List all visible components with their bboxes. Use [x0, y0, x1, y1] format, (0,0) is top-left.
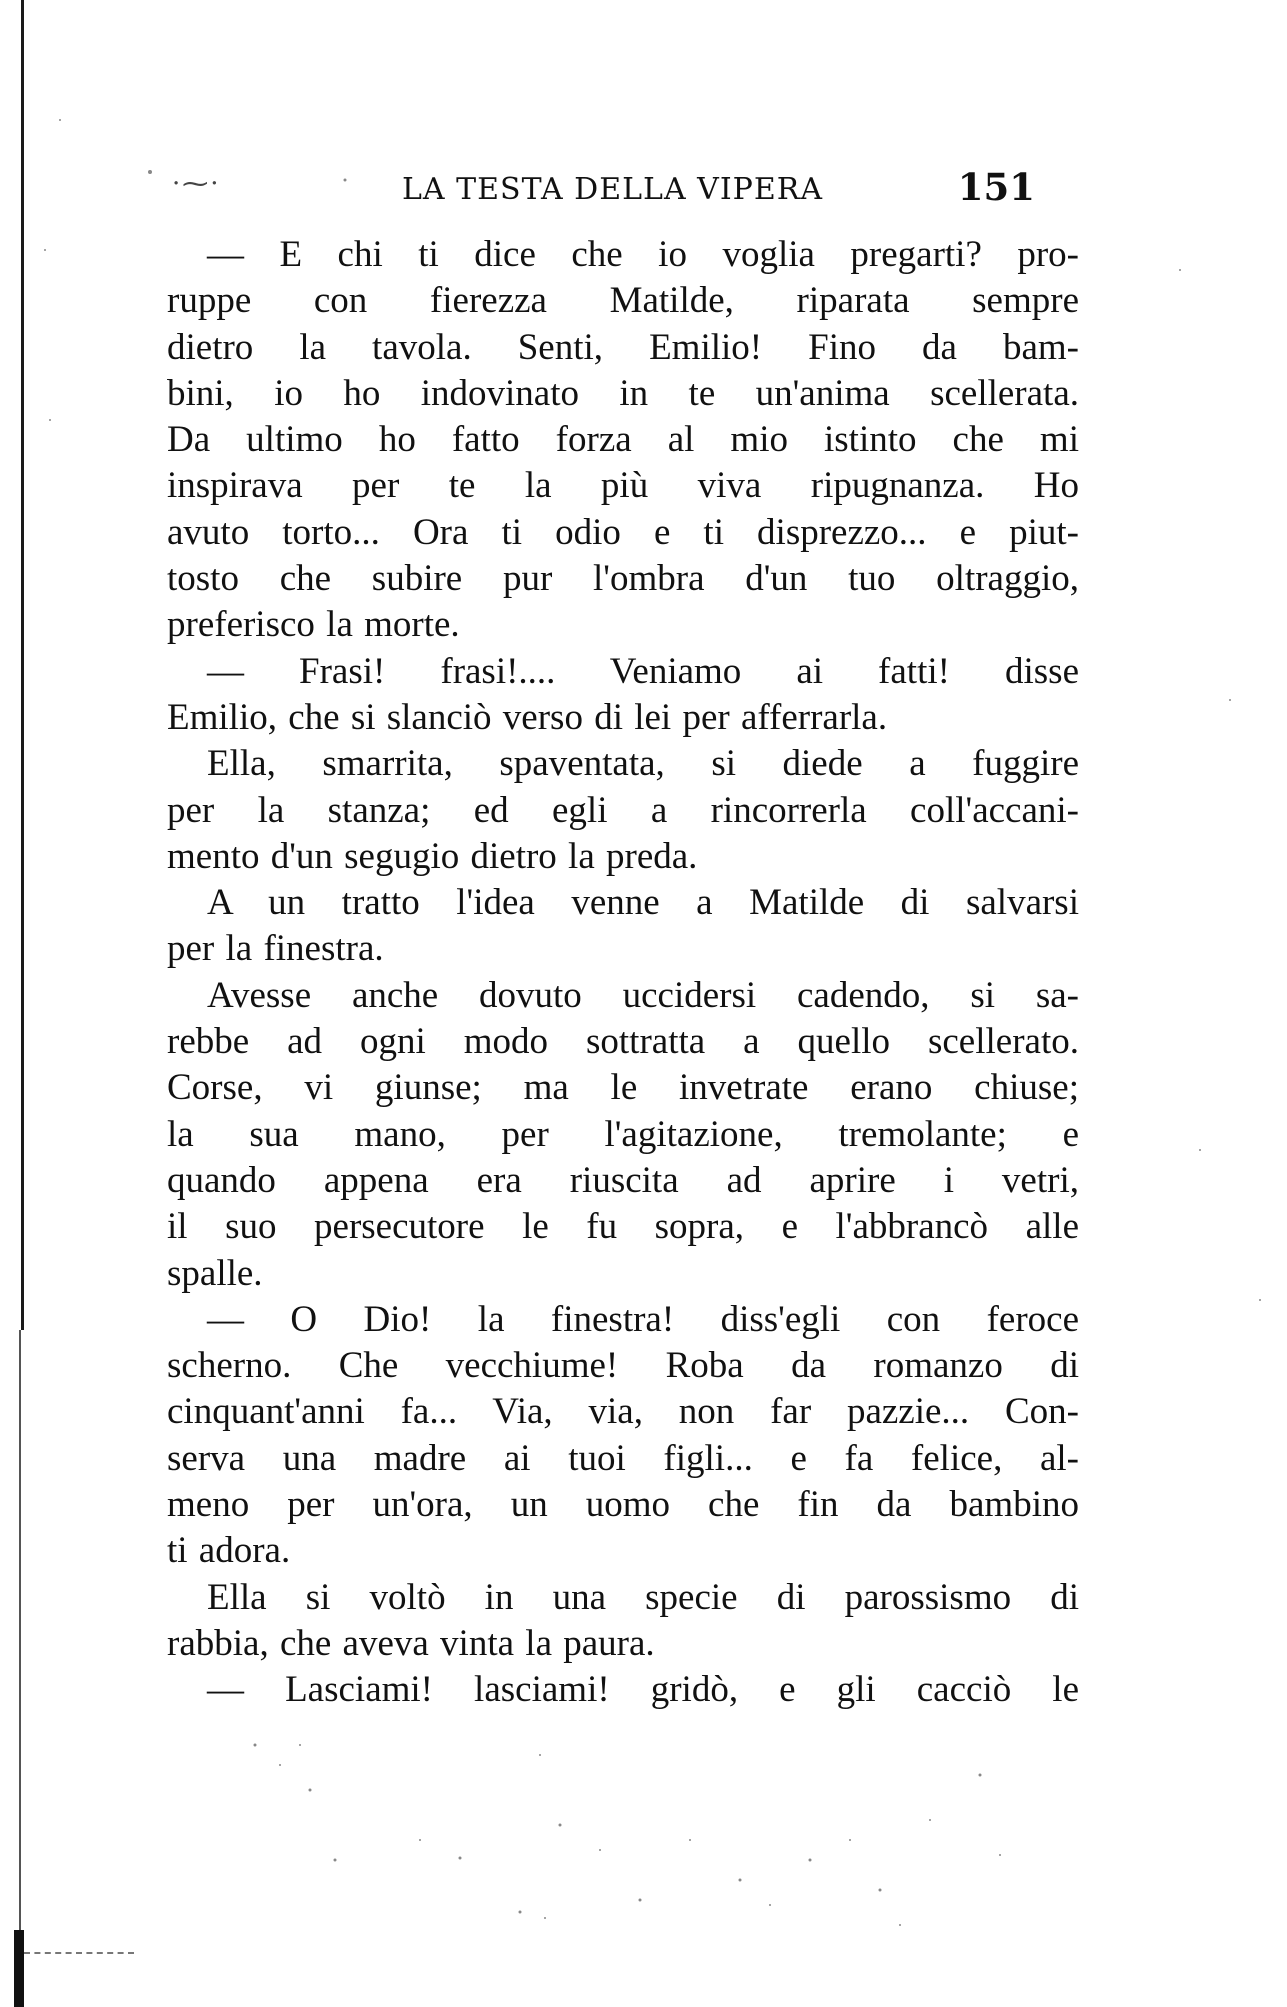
text-line: — Frasi! frasi!.... Veniamo ai fatti! disse: [207, 650, 1079, 692]
text-line: la sua mano, per l'agitazione, tremolante; e: [167, 1113, 1079, 1155]
header-ornament: ·⁓·: [172, 169, 221, 199]
text-line: Avesse anche dovuto uccidersi cadendo, si sa-: [207, 974, 1079, 1016]
text-line: Da ultimo ho fatto forza al mio istinto che mi: [167, 419, 1079, 461]
text-line: preferisco la morte.: [167, 604, 460, 646]
text-line: — E chi ti dice che io voglia pregarti? pro-: [207, 234, 1079, 275]
binding-edge-lower: [19, 1330, 21, 1950]
text-line: per la finestra.: [167, 928, 384, 970]
text-line: scherno. Che vecchiume! Roba da romanzo di: [167, 1345, 1079, 1387]
text-line: per la stanza; ed egli a rincorrerla coll'accani-: [167, 789, 1079, 831]
text-line: quando appena era riuscita ad aprire i vetri,: [167, 1159, 1079, 1201]
text-line: Ella, smarrita, spaventata, si diede a fuggire: [207, 743, 1079, 785]
running-title: LA TESTA DELLA VIPERA: [402, 172, 824, 207]
text-line: inspirava per te la più viva ripugnanza. Ho: [167, 465, 1079, 507]
text-line: cinquant'anni fa... Via, via, non far pazzie... Con-: [167, 1391, 1079, 1433]
text-line: mento d'un segugio dietro la preda.: [167, 835, 698, 877]
binding-notch: [14, 1930, 24, 2007]
text-line: rebbe ad ogni modo sottratta a quello scellerato.: [167, 1021, 1079, 1063]
text-line: il suo persecutore le fu sopra, e l'abbrancò alle: [167, 1206, 1079, 1248]
page-number: 151: [957, 165, 1035, 209]
text-line: ti adora.: [167, 1530, 291, 1572]
text-line: Emilio, che si slanciò verso di lei per afferrarla.: [167, 696, 888, 738]
text-line: A un tratto l'idea venne a Matilde di salvarsi: [207, 882, 1079, 924]
body-text: [167, 232, 1079, 1714]
text-line: serva una madre ai tuoi figli... e fa felice, al-: [167, 1437, 1079, 1479]
text-line: Corse, vi giunse; ma le invetrate erano chiuse;: [167, 1067, 1079, 1109]
text-line: avuto torto... Ora ti odio e ti disprezzo... e piut-: [167, 511, 1079, 553]
binding-dash: [24, 1952, 134, 1954]
text-line: — Lasciami! lasciami! gridò, e gli cacciò le: [207, 1669, 1079, 1711]
text-line: tosto che subire pur l'ombra d'un tuo oltraggio,: [167, 558, 1079, 600]
text-line: Ella si voltò in una specie di parossismo di: [207, 1576, 1079, 1618]
binding-edge: [21, 0, 24, 1330]
text-line: spalle.: [167, 1252, 263, 1294]
text-line: rabbia, che aveva vinta la paura.: [167, 1622, 655, 1664]
text-line: meno per un'ora, un uomo che fin da bambino: [167, 1484, 1079, 1526]
text-line: — O Dio! la finestra! diss'egli con feroce: [207, 1298, 1079, 1340]
text-line: bini, io ho indovinato in te un'anima scellerata.: [167, 372, 1079, 414]
text-line: ruppe con fierezza Matilde, riparata sempre: [167, 280, 1079, 322]
text-line: dietro la tavola. Senti, Emilio! Fino da bam-: [167, 326, 1079, 368]
page-header: [160, 165, 1035, 215]
